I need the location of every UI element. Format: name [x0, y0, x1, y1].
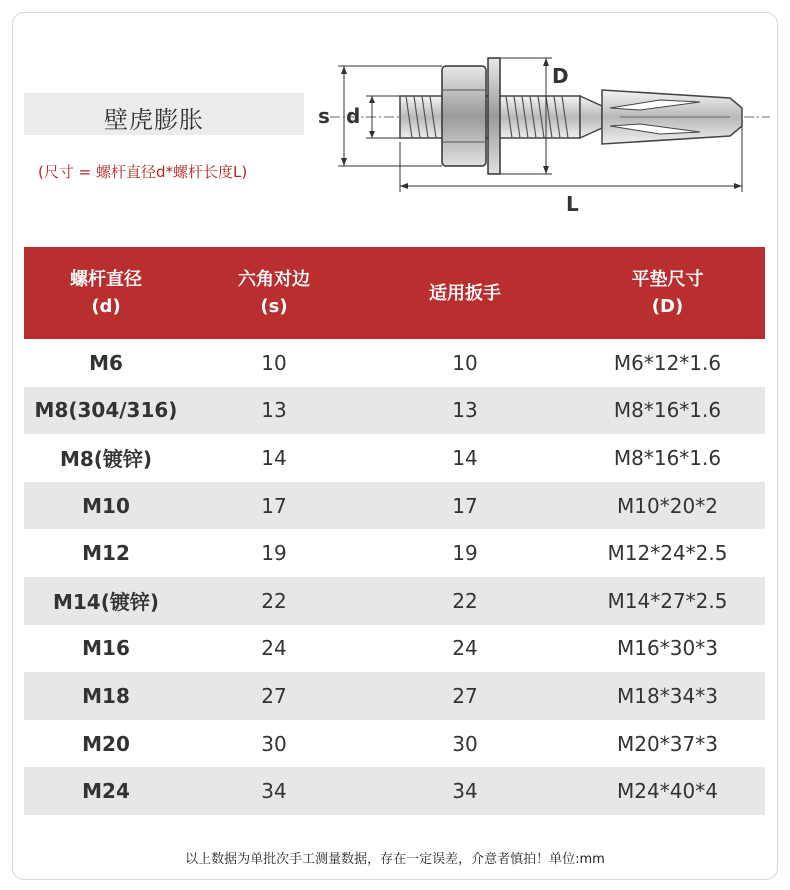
label-s: s [318, 104, 330, 128]
cell-size: M6 [89, 350, 123, 375]
cell-hex: 24 [261, 636, 287, 661]
cell-hex: 13 [261, 398, 287, 423]
cell-washer: M14*27*2.5 [607, 588, 728, 613]
cell-wrench: 13 [452, 398, 478, 423]
cell-washer: M6*12*1.6 [613, 350, 722, 375]
cell-washer: M10*20*2 [617, 493, 718, 518]
table-row [24, 387, 765, 435]
cell-hex: 14 [261, 445, 287, 470]
table-row [24, 434, 765, 482]
spec-note: (尺寸 = 螺杆直径d*螺杆长度L) [38, 163, 248, 181]
cell-wrench: 30 [452, 731, 478, 756]
cell-size: M24 [82, 779, 130, 804]
cell-hex: 22 [261, 588, 287, 613]
cell-hex: 17 [261, 493, 287, 518]
footer-note: 以上数据为单批次手工测量数据，存在一定误差，介意者慎拍！单位:mm [185, 852, 605, 867]
table-row [24, 767, 765, 815]
anchor-bolt-diagram [310, 52, 780, 222]
spec-table [24, 247, 765, 815]
table-row [24, 672, 765, 720]
cell-washer: M16*30*3 [617, 636, 718, 661]
table-row [24, 625, 765, 673]
cell-size: M16 [82, 636, 130, 661]
label-d: d [346, 104, 361, 128]
anchor-bolt-drawing [310, 52, 780, 222]
cell-wrench: 27 [452, 683, 478, 708]
cell-size: M14(镀锌) [52, 590, 159, 615]
cell-washer: M20*37*3 [617, 731, 718, 756]
header-washer: 平垫尺寸 (D) [631, 269, 704, 317]
cell-size: M12 [82, 541, 130, 566]
cell-washer: M12*24*2.5 [607, 541, 728, 566]
table-row [24, 577, 765, 625]
table-row [24, 529, 765, 577]
cell-size: M20 [82, 731, 130, 756]
cell-washer: M24*40*4 [617, 779, 718, 804]
label-D: D [552, 64, 569, 88]
cell-wrench: 34 [452, 779, 478, 804]
cell-hex: 27 [261, 683, 287, 708]
cell-hex: 34 [261, 779, 287, 804]
cell-hex: 19 [261, 541, 287, 566]
header-wrench: 适用扳手 [429, 282, 501, 304]
cell-hex: 10 [261, 350, 287, 375]
table-row [24, 482, 765, 530]
cell-wrench: 14 [452, 445, 478, 470]
table-row [24, 339, 765, 387]
cell-wrench: 24 [452, 636, 478, 661]
table-header [24, 247, 765, 339]
cell-hex: 30 [261, 731, 287, 756]
product-title: 壁虎膨胀 [104, 106, 204, 134]
cell-washer: M8*16*1.6 [613, 398, 722, 423]
cell-size: M10 [82, 493, 130, 518]
cell-size: M8(镀锌) [59, 447, 153, 472]
cell-wrench: 10 [452, 350, 478, 375]
header-hex-size: 六角对边 (s) [238, 269, 310, 317]
label-L: L [566, 192, 579, 216]
header-bolt-diameter: 螺杆直径 (d) [70, 269, 142, 317]
cell-washer: M8*16*1.6 [613, 445, 722, 470]
cell-size: M18 [82, 683, 130, 708]
cell-wrench: 22 [452, 588, 478, 613]
cell-wrench: 17 [452, 493, 478, 518]
cell-size: M8(304/316) [34, 398, 178, 423]
table-row [24, 720, 765, 768]
cell-wrench: 19 [452, 541, 478, 566]
cell-washer: M18*34*3 [617, 683, 718, 708]
